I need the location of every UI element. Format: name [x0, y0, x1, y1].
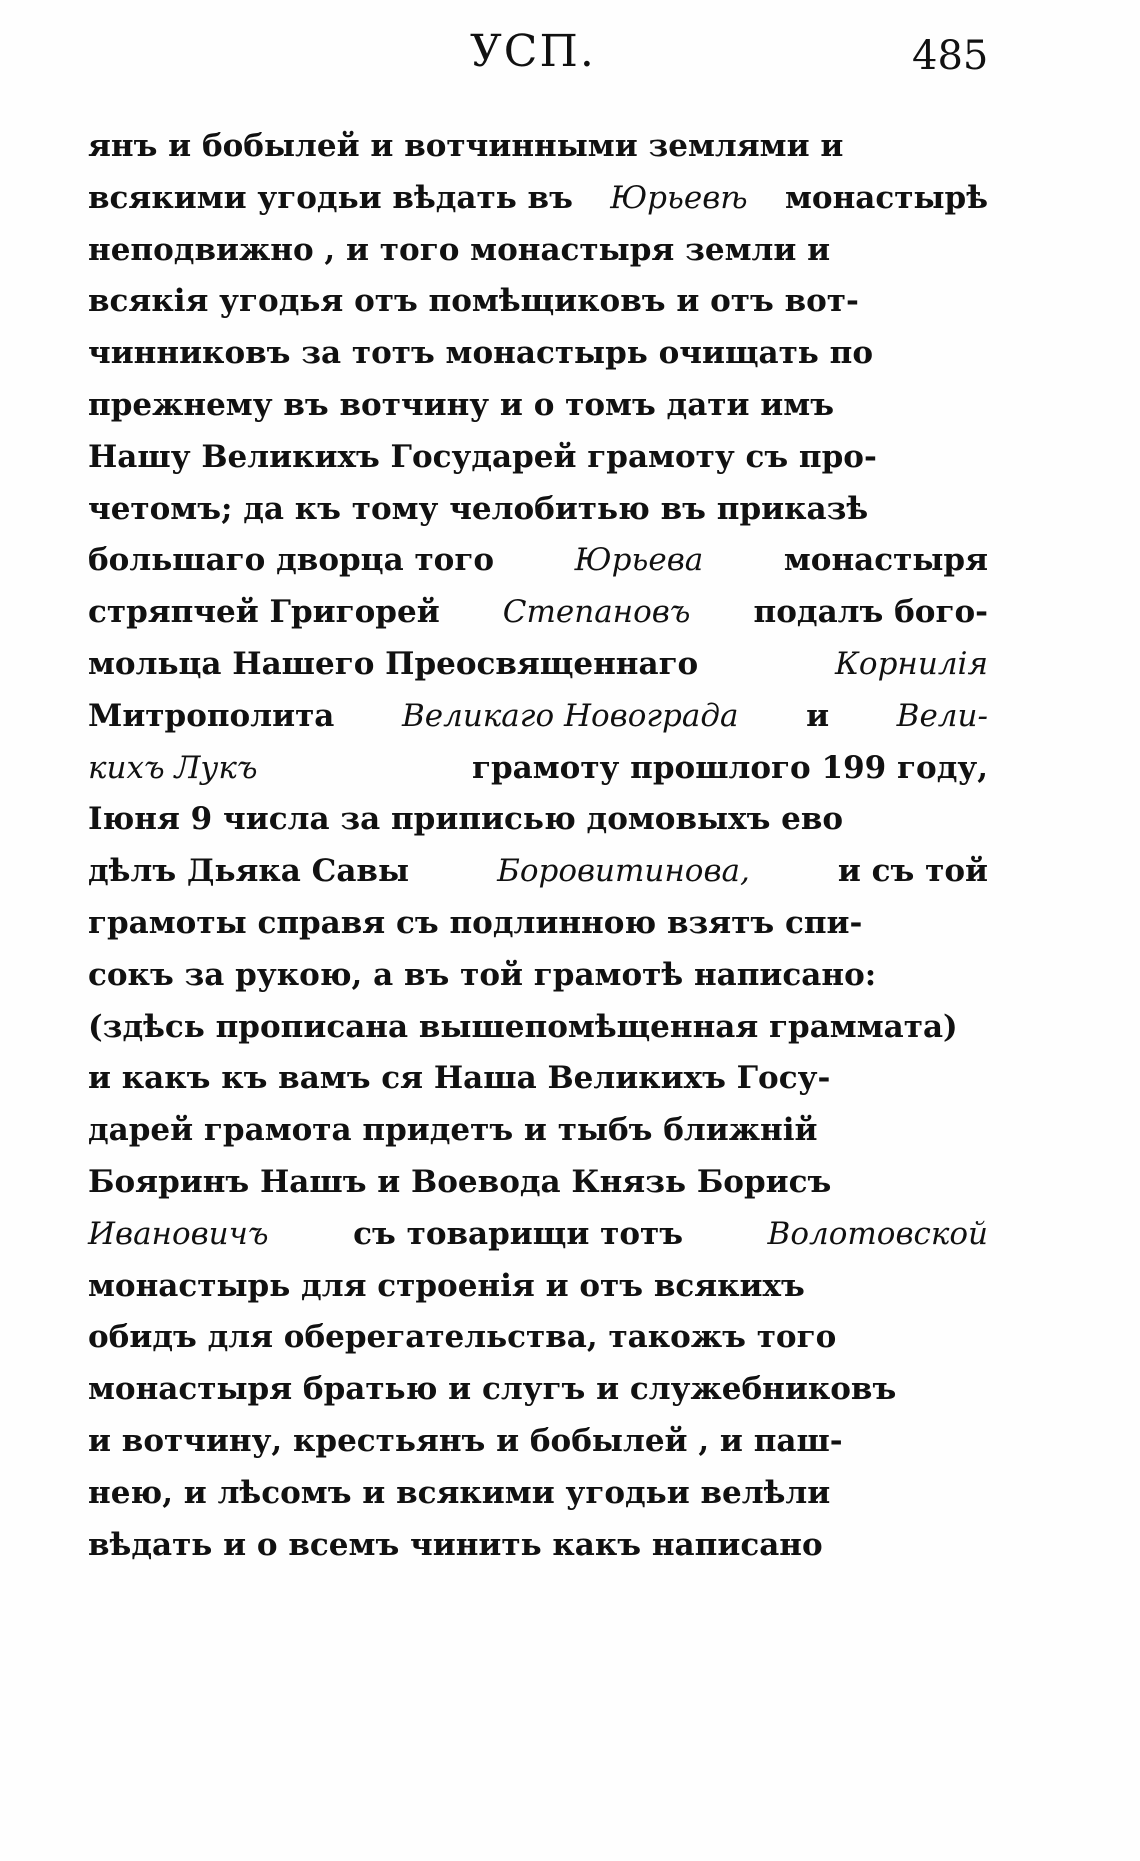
italic-text-segment: Юрьева	[574, 542, 704, 579]
text-line	[88, 335, 988, 387]
text-line	[88, 232, 988, 284]
text-line	[88, 283, 988, 335]
running-head: УСП.	[470, 26, 596, 77]
text-line	[88, 905, 988, 957]
text-line	[88, 439, 988, 491]
text-segment: нею, и лѣсомъ и всякими угодьи велѣли	[88, 1474, 831, 1511]
text-line	[88, 1319, 988, 1371]
text-segment: и	[806, 697, 830, 734]
text-segment: монастыря	[783, 542, 988, 579]
italic-text-segment: Корнилія	[834, 645, 988, 682]
italic-text-segment: Волотовской	[767, 1215, 988, 1252]
text-line	[88, 750, 988, 802]
text-line	[88, 180, 988, 232]
text-segment: стряпчей Григорей	[88, 594, 440, 631]
text-segment: сокъ за рукою, а въ той грамотѣ написано:	[88, 956, 877, 993]
text-segment: монастыря братью и слугъ и служебниковъ	[88, 1371, 897, 1408]
text-segment: дарей грамота придетъ и тыбъ ближній	[88, 1112, 818, 1149]
text-segment: неподвижно , и того монастыря земли и	[88, 231, 831, 268]
text-line	[88, 698, 988, 750]
text-segment: обидъ для оберегательства, такожъ того	[88, 1319, 837, 1356]
text-line	[88, 1060, 988, 1112]
text-segment: грамоту прошлого 199 году,	[471, 749, 988, 786]
text-line	[88, 853, 988, 905]
text-segment: всякими угодьи вѣдать въ	[88, 179, 573, 216]
italic-text-segment: Великаго Новограда	[401, 697, 739, 734]
text-line	[88, 542, 988, 594]
text-segment: большаго дворца того	[88, 542, 495, 579]
text-segment: Нашу Великихъ Государей грамоту съ про-	[88, 438, 877, 475]
text-segment: чинниковъ за тотъ монастырь очищать по	[88, 335, 874, 372]
text-segment: Митрополита	[88, 697, 335, 734]
text-segment: подалъ бого-	[753, 594, 988, 631]
text-line	[88, 387, 988, 439]
text-line	[88, 1164, 988, 1216]
text-segment: дѣлъ Дьяка Савы	[88, 853, 410, 890]
text-line	[88, 1216, 988, 1268]
text-line	[88, 1268, 988, 1320]
italic-text-segment: Боровитинова,	[497, 853, 750, 890]
text-segment: съ товарищи тотъ	[353, 1215, 683, 1252]
text-segment: и вотчину, крестьянъ и бобылей , и паш-	[88, 1422, 843, 1459]
italic-text-segment: Юрьевѣ	[610, 179, 748, 216]
text-line	[88, 1112, 988, 1164]
text-line	[88, 957, 988, 1009]
text-segment: янъ и бобылей и вотчинными землями и	[88, 128, 844, 164]
text-segment: Бояринъ Нашъ и Воевода Князь Борисъ	[88, 1163, 832, 1200]
text-segment: и какъ къ вамъ ся Наша Великихъ Госу-	[88, 1060, 831, 1097]
text-segment: вѣдать и о всемъ чинить какъ написано	[88, 1526, 823, 1563]
text-segment: Іюня 9 числа за приписью домовыхъ ево	[88, 801, 844, 838]
text-segment: монастырь для строенія и отъ всякихъ	[88, 1267, 805, 1304]
text-line	[88, 646, 988, 698]
text-line	[88, 1371, 988, 1423]
text-line	[88, 801, 988, 853]
text-segment: монастырѣ	[784, 179, 988, 216]
text-line	[88, 1527, 988, 1579]
text-line	[88, 128, 988, 180]
text-segment: (здѣсь прописана вышепомѣщенная граммата)	[88, 1008, 958, 1045]
text-segment: всякія угодья отъ помѣщиковъ и отъ вот-	[88, 283, 859, 320]
text-line	[88, 491, 988, 543]
text-segment: мольца Нашего Преосвященнаго	[88, 645, 699, 682]
italic-text-segment: Вели-	[896, 697, 988, 734]
text-line	[88, 1009, 988, 1061]
body-text	[88, 128, 988, 1578]
text-line	[88, 1475, 988, 1527]
italic-text-segment: Ивановичъ	[88, 1215, 269, 1252]
text-segment: четомъ; да къ тому челобитью въ приказѣ	[88, 490, 869, 527]
text-line	[88, 1423, 988, 1475]
text-segment: прежнему въ вотчину и о томъ дати имъ	[88, 386, 834, 423]
text-line	[88, 594, 988, 646]
text-segment: и съ той	[837, 853, 988, 890]
italic-text-segment: Степановъ	[502, 594, 691, 631]
text-segment: грамоты справя съ подлинною взятъ спи-	[88, 904, 863, 941]
italic-text-segment: кихъ Лукъ	[88, 749, 258, 786]
page-number: 485	[912, 33, 989, 79]
